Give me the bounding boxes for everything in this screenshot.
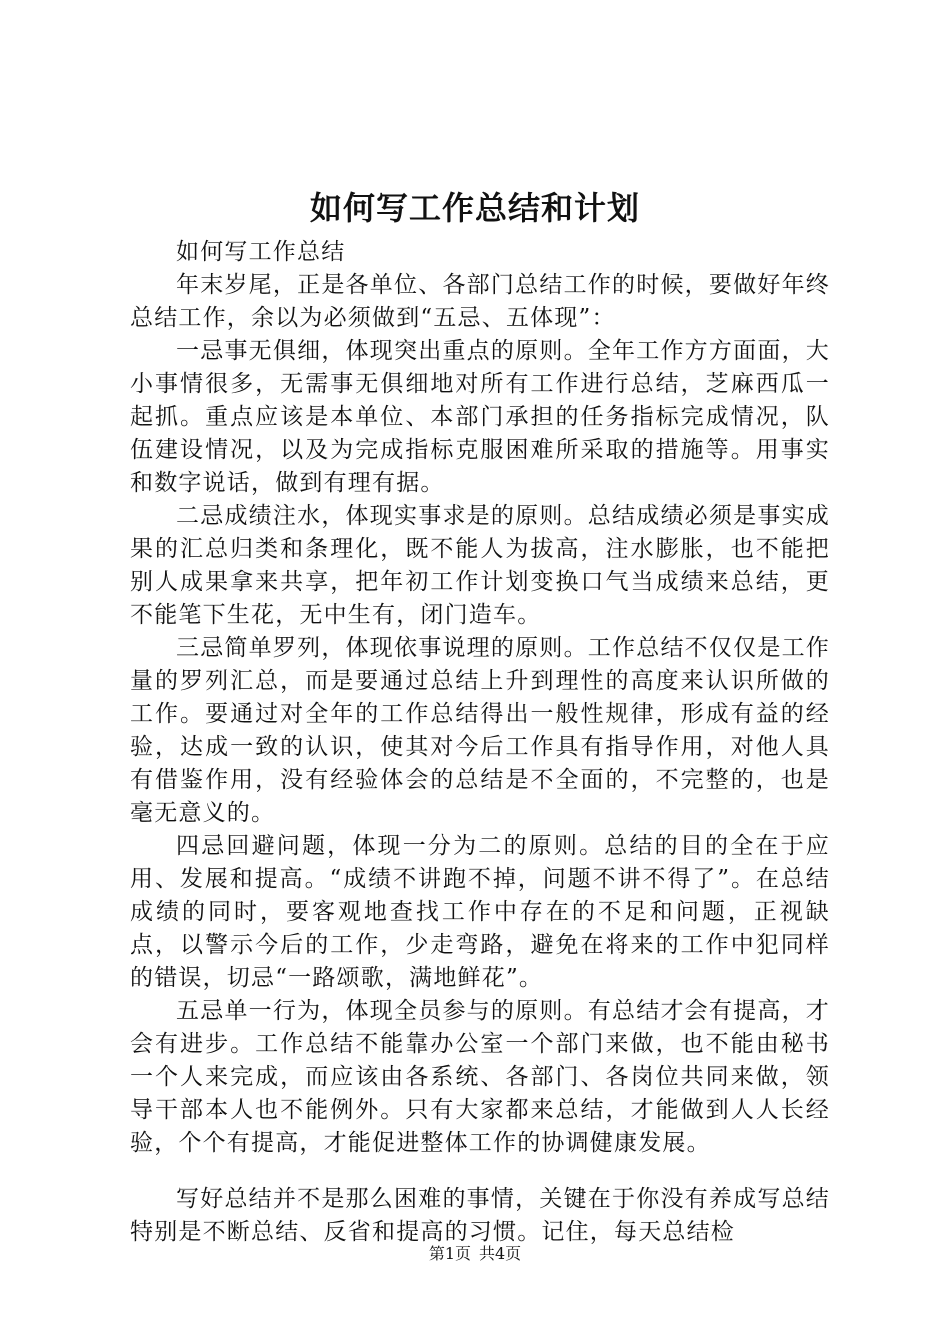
- section-subtitle: 如何写工作总结: [176, 239, 346, 265]
- body-paragraph: 五忌单一行为，体现全员参与的原则。有总结才会有提高，才会有进步。工作总结不能靠办公室一个部门来做，也不能由秘书一个人来完成，而应该由各系统、各部门、各岗位共同来做，领导干部本人也不能例外。只有大家都来总结，才能做到人人长经验，个个有提高，才能促进整体工作的协调健康发展。: [130, 998, 830, 1156]
- document-title: 如何写工作总结和计划: [309, 189, 640, 227]
- page-number-current: 第1页: [428, 1244, 471, 1263]
- page-footer: [0, 1242, 950, 1266]
- body-paragraph: 一忌事无俱细，体现突出重点的原则。全年工作方方面面，大小事情很多，无需事无俱细地对所有工作进行总结，芝麻西瓜一起抓。重点应该是本单位、本部门承担的任务指标完成情况，队伍建设情况，以及为完成指标克服困难所采取的措施等。用事实和数字说话，做到有理有据。: [130, 338, 830, 496]
- body-paragraph: 三忌简单罗列，体现依事说理的原则。工作总结不仅仅是工作量的罗列汇总，而是要通过总结上升到理性的高度来认识所做的工作。要通过对全年的工作总结得出一般性规律，形成有益的经验，达成一致的认识，使其对今后工作具有指导作用，对他人具有借鉴作用，没有经验体会的总结是不全面的，不完整的，也是毫无意义的。: [130, 635, 830, 826]
- body-paragraph: 写好总结并不是那么困难的事情，关键在于你没有养成写总结特别是不断总结、反省和提高的习惯。记住，每天总结检: [130, 1186, 830, 1245]
- document-body: [130, 236, 830, 1249]
- body-paragraph: 四忌回避问题，体现一分为二的原则。总结的目的全在于应用、发展和提高。“成绩不讲跑不掉，问题不讲不得了”。在总结成绩的同时，要客观地查找工作中存在的不足和问题，正视缺点，以警示今后的工作，少走弯路，避免在将来的工作中犯同样的错误，切忌“一路颂歌，满地鲜花”。: [130, 833, 830, 991]
- body-paragraph: 年末岁尾，正是各单位、各部门总结工作的时候，要做好年终总结工作，余以为必须做到“五忌、五体现”：: [130, 272, 830, 331]
- page-number-total: 共4页: [479, 1244, 522, 1263]
- body-paragraph: 二忌成绩注水，体现实事求是的原则。总结成绩必须是事实成果的汇总归类和条理化，既不能人为拔高，注水膨胀，也不能把别人成果拿来共享，把年初工作计划变换口气当成绩来总结，更不能笔下生花，无中生有，闭门造车。: [130, 503, 830, 628]
